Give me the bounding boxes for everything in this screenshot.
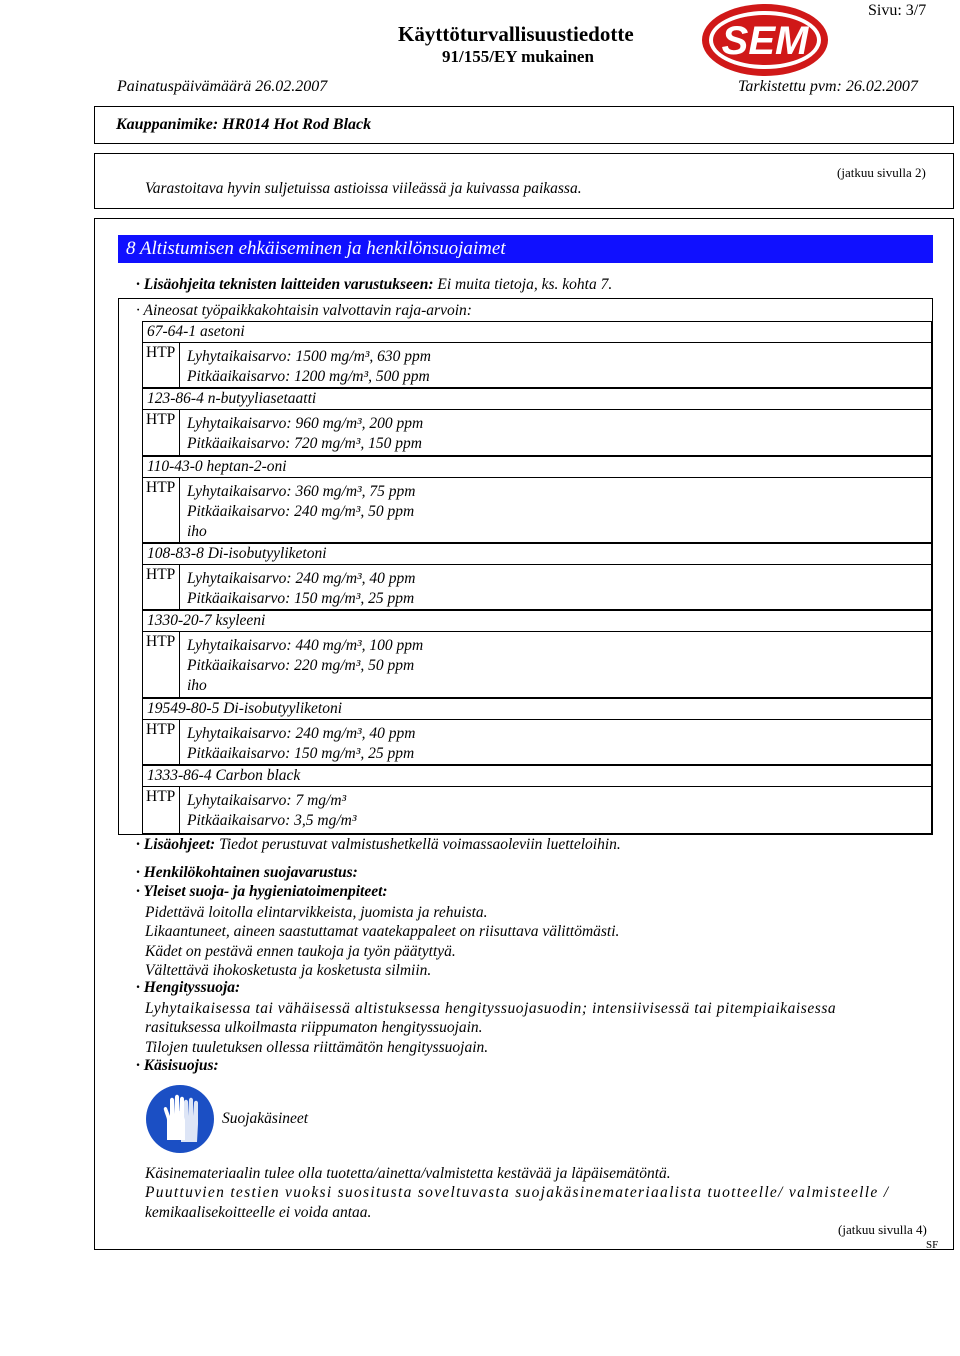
short-term-limit: Lyhytaikaisarvo: 440 mg/m³, 100 ppm bbox=[187, 637, 424, 654]
substance-name: 67-64-1 asetoni bbox=[142, 321, 932, 343]
hand-line: Käsinemateriaalin tulee olla tuotetta/ainetta/valmistetta kestävää ja läpäisemätöntä. bbox=[145, 1165, 671, 1182]
substance-name: 110-43-0 heptan-2-oni bbox=[142, 456, 932, 478]
print-date: Painatuspäivämäärä 26.02.2007 bbox=[117, 78, 328, 95]
respiratory-line: Lyhytaikaisessa tai vähäisessä altistuksessa hengityssuojasuodin; intensiivisessä tai pitempiaikaisessa bbox=[145, 1000, 837, 1017]
short-term-limit: Lyhytaikaisarvo: 1500 mg/m³, 630 ppm bbox=[187, 348, 431, 365]
substance-values bbox=[142, 787, 932, 834]
substance-values bbox=[142, 565, 932, 610]
storage-text: Varastoitava hyvin suljetuissa astioissa viileässä ja kuivassa paikassa. bbox=[145, 180, 582, 197]
product-name: Kauppanimike: HR014 Hot Rod Black bbox=[116, 116, 372, 133]
substance-name: 108-83-8 Di-isobutyyliketoni bbox=[142, 543, 932, 565]
hygiene-line: Vältettävä ihokosketusta ja kosketusta silmiin. bbox=[145, 961, 432, 979]
hand-text bbox=[145, 1164, 889, 1222]
substance-values bbox=[142, 632, 932, 698]
sem-logo bbox=[700, 2, 830, 78]
hand-line: Puuttuvien testien vuoksi suositusta soveltuvasta suojakäsinemateriaalista tuotteelle/ valmisteelle / bbox=[145, 1184, 890, 1202]
long-term-limit: Pitkäaikaisarvo: 1200 mg/m³, 500 ppm bbox=[187, 368, 430, 385]
substance-values bbox=[142, 478, 932, 543]
substance-name: 19549-80-5 Di-isobutyyliketoni bbox=[142, 698, 932, 720]
short-term-limit: Lyhytaikaisarvo: 7 mg/m³ bbox=[187, 792, 347, 809]
additional-label: · Lisäohjeet: bbox=[136, 836, 216, 853]
long-term-limit: Pitkäaikaisarvo: 150 mg/m³, 25 ppm bbox=[187, 745, 415, 762]
substance-values bbox=[142, 720, 932, 765]
continued-from: (jatkuu sivulla 2) bbox=[837, 165, 926, 180]
long-term-limit: Pitkäaikaisarvo: 150 mg/m³, 25 ppm bbox=[187, 590, 415, 607]
hygiene-line: Likaantuneet, aineen saastuttamat vaatekappaleet on riisuttava välittömästi. bbox=[145, 923, 620, 941]
technical-label: · Lisäohjeita teknisten laitteiden varustukseen: bbox=[136, 276, 434, 293]
long-term-limit: Pitkäaikaisarvo: 240 mg/m³, 50 ppm bbox=[187, 503, 415, 520]
respiratory-line: Tilojen tuuletuksen ollessa riittämätön hengityssuojain. bbox=[145, 1038, 489, 1056]
long-term-limit: Pitkäaikaisarvo: 220 mg/m³, 50 ppm bbox=[187, 657, 415, 674]
hand-label: · Käsisuojus: bbox=[136, 1057, 219, 1074]
long-term-limit: Pitkäaikaisarvo: 3,5 mg/m³ bbox=[187, 812, 357, 829]
previous-section-box bbox=[94, 153, 954, 209]
substance-code: HTP bbox=[143, 565, 180, 609]
short-term-limit: Lyhytaikaisarvo: 360 mg/m³, 75 ppm bbox=[187, 483, 416, 500]
substance-code: HTP bbox=[143, 343, 180, 387]
long-term-limit: Pitkäaikaisarvo: 720 mg/m³, 150 ppm bbox=[187, 435, 422, 452]
substance-code: HTP bbox=[143, 410, 180, 455]
glove-caption: Suojakäsineet bbox=[222, 1110, 309, 1127]
limits-label: · Aineosat työpaikkakohtaisin valvottavin raja-arvoin: bbox=[136, 302, 472, 319]
respiratory-label: · Hengityssuoja: bbox=[136, 979, 241, 996]
substance-code: HTP bbox=[143, 787, 180, 833]
continues-on: (jatkuu sivulla 4) bbox=[838, 1222, 927, 1237]
page-number: Sivu: 3/7 bbox=[868, 2, 927, 19]
footer-code: SF bbox=[926, 1239, 939, 1251]
substance-code: HTP bbox=[143, 720, 180, 764]
checked-date: Tarkistettu pvm: 26.02.2007 bbox=[738, 78, 918, 95]
substance-name: 1333-86-4 Carbon black bbox=[142, 765, 932, 787]
short-term-limit: Lyhytaikaisarvo: 240 mg/m³, 40 ppm bbox=[187, 725, 416, 742]
technical-value: Ei muita tietoja, ks. kohta 7. bbox=[433, 276, 613, 293]
skin-note: iho bbox=[187, 523, 207, 540]
section-title: 8 Altistumisen ehkäiseminen ja henkilönsuojaimet bbox=[118, 235, 933, 263]
substance-name: 123-86-4 n-butyyliasetaatti bbox=[142, 388, 932, 410]
logo-text: SEM bbox=[721, 19, 809, 63]
substance-values bbox=[142, 410, 932, 456]
short-term-limit: Lyhytaikaisarvo: 240 mg/m³, 40 ppm bbox=[187, 570, 416, 587]
substance-code: HTP bbox=[143, 632, 180, 697]
substance-code: HTP bbox=[143, 478, 180, 542]
hygiene-text bbox=[145, 903, 619, 980]
additional-value: Tiedot perustuvat valmistushetkellä voimassaoleviin luetteloihin. bbox=[215, 836, 621, 853]
respiratory-line: rasituksessa ulkoilmasta riippumaton hengityssuojain. bbox=[145, 1019, 483, 1037]
skin-note: iho bbox=[187, 677, 207, 694]
document-title: Käyttöturvallisuustiedotte bbox=[398, 22, 634, 46]
additional-line bbox=[136, 836, 621, 854]
hygiene-label: · Yleiset suoja- ja hygieniatoimenpiteet: bbox=[136, 883, 388, 900]
substance-name: 1330-20-7 ksyleeni bbox=[142, 610, 932, 632]
respiratory-text bbox=[145, 999, 836, 1057]
gloves-icon bbox=[145, 1084, 215, 1154]
ppe-label: · Henkilökohtainen suojavarustus: bbox=[136, 864, 358, 881]
substance-values bbox=[142, 343, 932, 388]
hand-line: kemikaalisekoitteelle ei voida antaa. bbox=[145, 1203, 372, 1221]
short-term-limit: Lyhytaikaisarvo: 960 mg/m³, 200 ppm bbox=[187, 415, 424, 432]
product-box bbox=[94, 106, 954, 144]
technical-line bbox=[136, 276, 612, 294]
document-subtitle: 91/155/EY mukainen bbox=[442, 47, 594, 66]
hygiene-line: Pidettävä loitolla elintarvikkeista, juomista ja rehuista. bbox=[145, 904, 488, 921]
hygiene-line: Kädet on pestävä ennen taukoja ja työn päätyttyä. bbox=[145, 942, 456, 960]
